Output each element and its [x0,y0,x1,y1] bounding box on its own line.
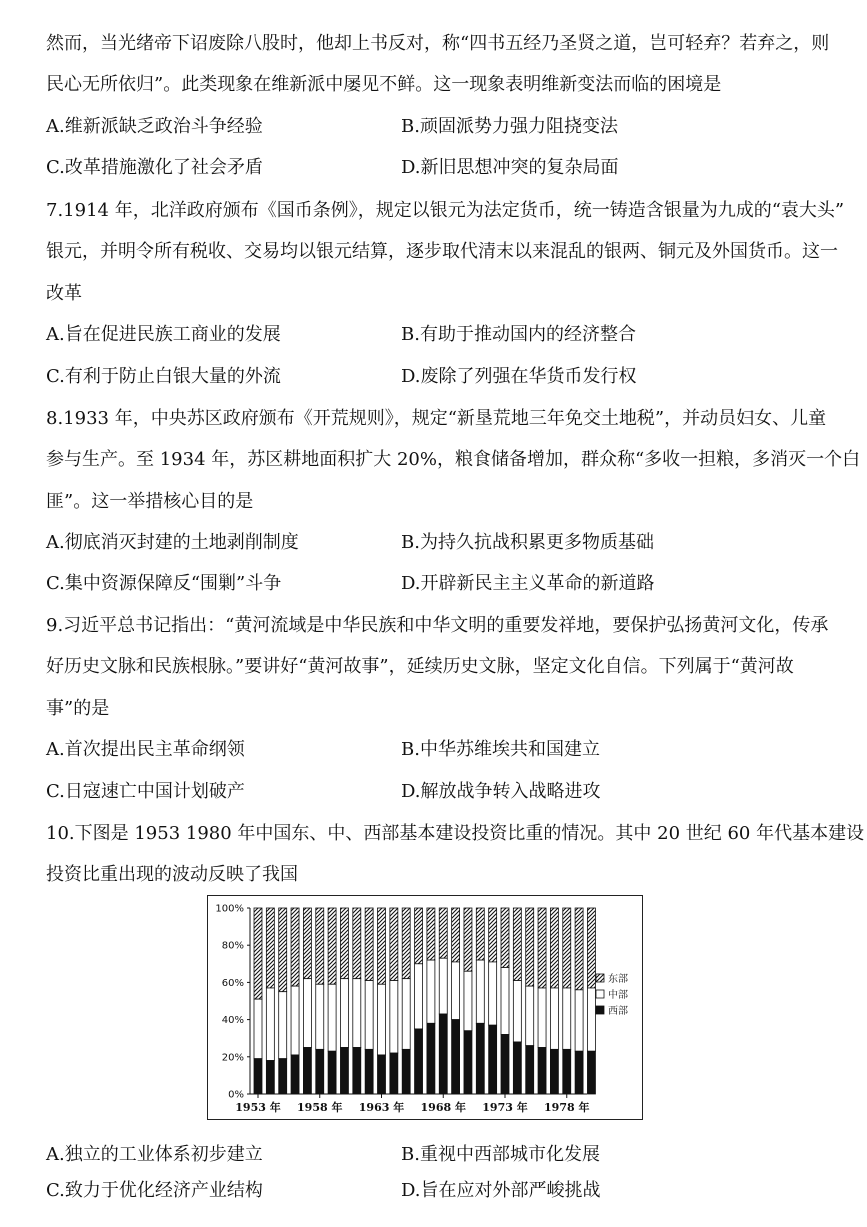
q9-option-a[interactable]: A.首次提出民主革命纲领 [46,739,245,760]
q8-text-line-1: 8.1933 年，中央苏区政府颁布《开荒规则》，规定“新垦荒地三年免交土地税”，并动员妇女、儿童 [46,408,827,429]
bar-east-1960 [340,908,348,979]
bar-middle-1955 [279,992,287,1059]
bar-east-1972 [489,908,497,962]
bar-middle-1973 [501,968,509,1035]
bar-east-1968 [439,908,447,958]
bar-middle-1980 [587,988,595,1051]
bar-middle-1969 [452,962,460,1020]
bar-west-1957 [303,1048,311,1095]
q7-text-line-1: 7.1914 年，北洋政府颁布《国币条例》，规定以银元为法定货币，统一铸造含银量为九成的“袁大头” [46,200,845,221]
bar-middle-1963 [378,984,386,1055]
bar-west-1962 [365,1049,373,1094]
legend-label: 中部 [608,990,628,1001]
bar-middle-1979 [575,990,583,1051]
q6-option-a[interactable]: A.维新派缺乏政治斗争经验 [46,116,263,137]
bar-east-1962 [365,908,373,981]
bar-middle-1965 [402,979,410,1050]
bar-middle-1972 [489,962,497,1025]
bar-east-1971 [476,908,484,960]
bar-west-1976 [538,1048,546,1095]
q9-option-d[interactable]: D.解放战争转入战略进攻 [401,781,601,802]
legend-swatch [596,974,604,982]
bar-middle-1976 [538,988,546,1048]
bar-west-1963 [378,1055,386,1094]
bar-west-1972 [489,1025,497,1094]
q6-text-line-1: 然而，当光绪帝下诏废除八股时，他却上书反对，称“四书五经乃圣贤之道，岂可轻弃？若弃之，则 [46,33,830,54]
bar-middle-1961 [353,979,361,1048]
bar-west-1967 [427,1023,435,1094]
x-tick-label: 1968 年 [420,1101,466,1114]
bar-east-1957 [303,908,311,979]
bar-middle-1975 [526,986,534,1046]
x-tick-label: 1973 年 [482,1101,528,1114]
bar-west-1969 [452,1020,460,1094]
bar-west-1960 [340,1048,348,1095]
bar-middle-1978 [563,988,571,1049]
q8-text-line-3: 匪”。这一举措核心目的是 [46,491,254,512]
q10-option-d[interactable]: D.旨在应对外部严峻挑战 [401,1180,601,1201]
bar-middle-1977 [550,988,558,1049]
bar-middle-1967 [427,960,435,1023]
bar-middle-1953 [254,999,262,1059]
y-tick-label: 40% [221,1015,244,1027]
bar-middle-1958 [316,984,324,1049]
x-tick-label: 1978 年 [544,1101,590,1114]
q7-option-d[interactable]: D.废除了列强在华货币发行权 [401,366,637,387]
q7-text-line-3: 改革 [46,283,82,304]
q7-text-line-2: 银元，并明令所有税收、交易均以银元结算，逐步取代清末以来混乱的银两、铜元及外国货币。这一 [46,241,838,262]
bar-east-1956 [291,908,299,986]
bar-west-1966 [415,1029,423,1094]
y-tick-label: 80% [221,940,244,952]
bar-east-1966 [415,908,423,964]
bar-west-1964 [390,1053,398,1094]
bar-east-1979 [575,908,583,990]
q10-option-c[interactable]: C.致力于优化经济产业结构 [46,1180,263,1201]
bar-east-1976 [538,908,546,988]
bar-east-1974 [513,908,521,981]
x-tick-label: 1953 年 [235,1101,281,1114]
bar-east-1965 [402,908,410,979]
bar-middle-1959 [328,984,336,1051]
bar-west-1956 [291,1055,299,1094]
bar-east-1963 [378,908,386,984]
bar-east-1977 [550,908,558,988]
q6-option-c[interactable]: C.改革措施激化了社会矛盾 [46,157,263,178]
bar-west-1971 [476,1023,484,1094]
y-tick-label: 100% [215,903,244,915]
bar-east-1970 [464,908,472,971]
legend-swatch [596,1006,604,1014]
q6-text-line-2: 民心无所依归”。此类现象在维新派中屡见不鲜。这一现象表明维新变法而临的困境是 [46,74,722,95]
x-tick-label: 1958 年 [297,1101,343,1114]
y-tick-label: 0% [228,1089,244,1101]
bar-east-1954 [266,908,274,988]
q9-option-b[interactable]: B.中华苏维埃共和国建立 [401,739,600,760]
investment-share-chart [207,895,643,1123]
x-tick-label: 1963 年 [358,1101,405,1114]
bar-west-1953 [254,1059,262,1094]
q8-text-line-2: 参与生产。至 1934 年，苏区耕地面积扩大 20%，粮食储备增加，群众称“多收一担粮，多消灭一个白 [46,449,861,470]
bar-west-1955 [279,1059,287,1094]
bar-west-1958 [316,1049,324,1094]
q7-option-c[interactable]: C.有利于防止白银大量的外流 [46,366,281,387]
bar-east-1973 [501,908,509,968]
bar-east-1964 [390,908,398,981]
bar-east-1953 [254,908,262,999]
q8-option-a[interactable]: A.彻底消灭封建的土地剥削制度 [46,532,299,553]
bar-middle-1966 [415,964,423,1029]
q6-option-d[interactable]: D.新旧思想冲突的复杂局面 [401,157,619,178]
legend-swatch [596,990,604,998]
bar-west-1961 [353,1048,361,1095]
bar-west-1970 [464,1031,472,1094]
bar-middle-1974 [513,981,521,1042]
q8-option-b[interactable]: B.为持久抗战积累更多物质基础 [401,532,654,553]
bar-west-1979 [575,1051,583,1094]
bar-west-1974 [513,1042,521,1094]
bar-west-1975 [526,1046,534,1094]
bar-west-1978 [563,1049,571,1094]
q8-option-c[interactable]: C.集中资源保障反“围剿”斗争 [46,573,282,594]
bar-east-1967 [427,908,435,960]
bar-middle-1964 [390,981,398,1054]
bar-east-1961 [353,908,361,979]
bar-east-1955 [279,908,287,992]
q10-text-line-2: 投资比重出现的波动反映了我国 [46,864,298,885]
legend-label: 东部 [608,974,628,985]
bar-west-1973 [501,1034,509,1094]
q9-text-line-3: 事”的是 [46,698,110,719]
q10-option-b[interactable]: B.重视中西部城市化发展 [401,1144,600,1165]
q10-text-line-1: 10.下图是 1953 1980 年中国东、中、西部基本建设投资比重的情况。其中 20 世纪 60 年代基本建设 [46,823,865,844]
bar-middle-1954 [266,988,274,1061]
bar-east-1959 [328,908,336,984]
y-tick-label: 60% [221,977,244,989]
q9-text-line-2: 好历史文脉和民族根脉。”要讲好“黄河故事”，延续历史文脉，坚定文化自信。下列属于“黄河故 [46,656,794,677]
q9-text-line-1: 9.习近平总书记指出：“黄河流域是中华民族和中华文明的重要发祥地，要保护弘扬黄河文化，传承 [46,615,829,636]
bar-middle-1970 [464,971,472,1031]
q9-option-c[interactable]: C.日寇速亡中国计划破产 [46,781,245,802]
bar-east-1978 [563,908,571,988]
bar-middle-1971 [476,960,484,1023]
bar-east-1975 [526,908,534,986]
q7-option-a[interactable]: A.旨在促进民族工商业的发展 [46,324,281,345]
legend-label: 西部 [608,1006,628,1017]
bar-middle-1962 [365,981,373,1050]
bar-west-1977 [550,1049,558,1094]
bar-middle-1956 [291,986,299,1055]
q8-option-d[interactable]: D.开辟新民主主义革命的新道路 [401,573,655,594]
bar-east-1980 [587,908,595,988]
bar-west-1980 [587,1051,595,1094]
q7-option-b[interactable]: B.有助于推动国内的经济整合 [401,324,636,345]
bar-west-1954 [266,1061,274,1094]
bar-west-1968 [439,1014,447,1094]
bar-east-1969 [452,908,460,962]
bar-middle-1960 [340,979,348,1048]
bar-middle-1957 [303,979,311,1048]
bar-east-1958 [316,908,324,984]
bar-west-1965 [402,1049,410,1094]
bar-west-1959 [328,1051,336,1094]
bar-middle-1968 [439,958,447,1014]
y-tick-label: 20% [221,1052,244,1064]
q10-option-a[interactable]: A.独立的工业体系初步建立 [46,1144,263,1165]
q6-option-b[interactable]: B.顽固派势力强力阻挠变法 [401,116,618,137]
